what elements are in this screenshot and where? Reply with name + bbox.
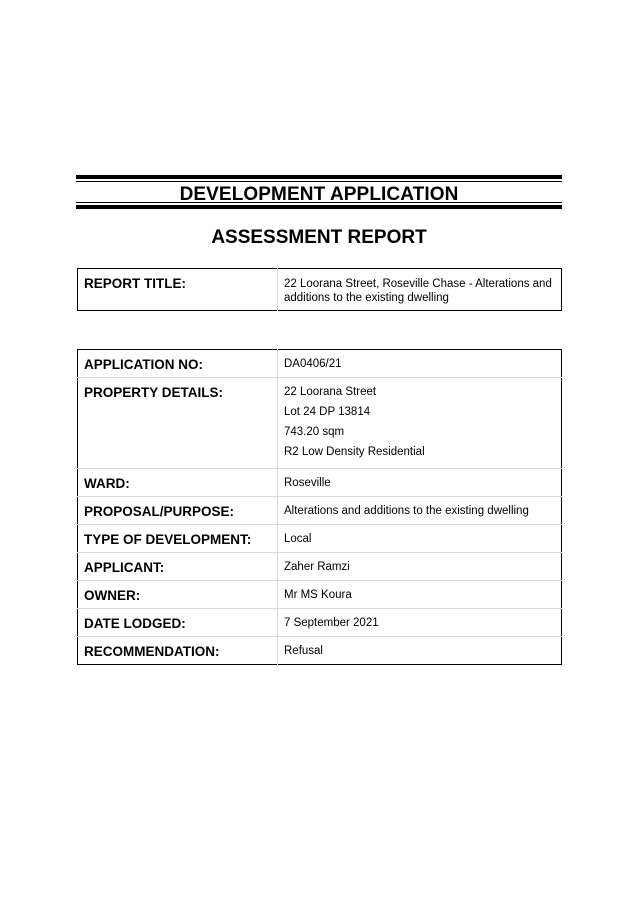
proposal-label: PROPOSAL/PURPOSE: — [78, 497, 278, 525]
recommendation-value: Refusal — [284, 645, 323, 657]
application-details-table — [77, 349, 562, 665]
table-row — [78, 350, 562, 378]
application-no-label: APPLICATION NO: — [78, 350, 278, 378]
date-lodged-value: 7 September 2021 — [284, 617, 379, 629]
recommendation-label: RECOMMENDATION: — [78, 637, 278, 665]
ward-label: WARD: — [78, 469, 278, 497]
development-type-value: Local — [284, 533, 312, 545]
table-row — [78, 469, 562, 497]
property-details-label: PROPERTY DETAILS: — [78, 378, 278, 469]
applicant-label: APPLICANT: — [78, 553, 278, 581]
table-row — [78, 497, 562, 525]
property-details-value — [278, 378, 562, 469]
date-lodged-label: DATE LODGED: — [78, 609, 278, 637]
table-row — [78, 637, 562, 665]
document-title-banner — [76, 175, 562, 209]
application-no-value: DA0406/21 — [284, 358, 342, 370]
table-row — [78, 378, 562, 469]
document-title: DEVELOPMENT APPLICATION — [179, 184, 459, 205]
report-title-label: REPORT TITLE: — [78, 269, 278, 311]
report-title-value: 22 Loorana Street, Roseville Chase - Alterations and additions to the existing dwelling — [284, 278, 552, 304]
report-subtitle: ASSESSMENT REPORT — [211, 227, 427, 248]
ward-value: Roseville — [284, 477, 331, 489]
table-row — [78, 525, 562, 553]
property-address: 22 Loorana Street — [284, 386, 377, 398]
table-row — [78, 581, 562, 609]
applicant-value: Zaher Ramzi — [284, 561, 350, 573]
owner-label: OWNER: — [78, 581, 278, 609]
development-type-label: TYPE OF DEVELOPMENT: — [78, 525, 278, 553]
table-row — [78, 553, 562, 581]
report-title-row — [78, 269, 562, 311]
property-zoning: R2 Low Density Residential — [284, 446, 425, 458]
owner-value: Mr MS Koura — [284, 589, 352, 601]
property-area: 743.20 sqm — [284, 426, 345, 438]
proposal-value: Alterations and additions to the existing dwelling — [284, 505, 529, 517]
table-row — [78, 609, 562, 637]
report-title-table — [77, 268, 562, 311]
property-lot: Lot 24 DP 13814 — [284, 406, 371, 418]
